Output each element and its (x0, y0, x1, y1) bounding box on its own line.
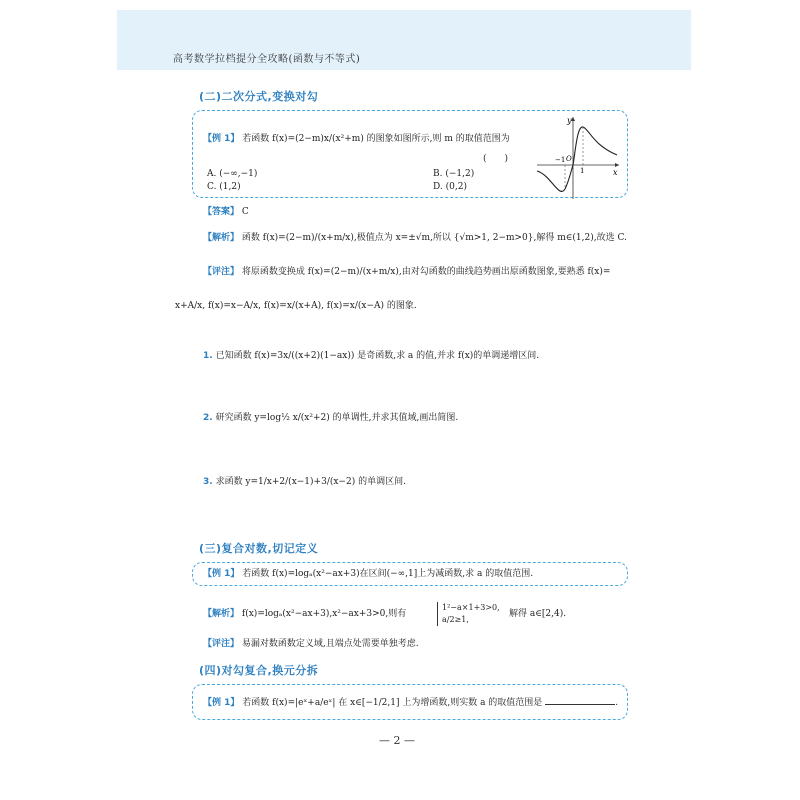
example-3-text: 若函数 f(x)=|eˣ+a/eˣ| 在 x∈[−1/2,1] 上为增函数,则实数 a 的取值范围是 (242, 698, 543, 708)
system-line-1: 1²−a×1+3>0, (442, 603, 500, 612)
option-d: D. (0,2) (433, 182, 467, 192)
graph-tick-1: 1 (580, 167, 585, 175)
page-number: — 2 — (379, 734, 415, 747)
comment-line-2: x+A/x, f(x)=x−A/x, f(x)=x/(x+A), f(x)=x/(x−A) 的图象. (175, 301, 417, 311)
section-title-3: (三)复合对数,切记定义 (199, 542, 319, 555)
question-2-number: 2. (203, 413, 213, 423)
option-b: B. (−1,2) (433, 169, 475, 179)
comment-line-1 (203, 266, 610, 278)
question-1-text: 已知函数 f(x)=3x/((x+2)(1−ax)) 是奇函数,求 a 的值,并求 f(x)的单调递增区间. (215, 351, 540, 361)
analysis-2-result: 解得 a∈[2,4). (509, 609, 567, 619)
question-1-number: 1. (203, 351, 213, 361)
question-1 (203, 350, 539, 362)
example-1-text: 若函数 f(x)=(2−m)x/(x²+m) 的图象如图所示,则 m 的取值范围为 (242, 134, 510, 144)
analysis-2-tag: 【解析】 (203, 609, 240, 619)
example-2-text: 若函数 f(x)=logₐ(x²−ax+3)在区间(−∞,1]上为减函数,求 a 的取值范围. (242, 569, 534, 579)
graph-x-label: x (613, 168, 618, 177)
graph-origin-label: O (566, 155, 572, 163)
answer-blank[interactable] (545, 696, 615, 705)
analysis-line (203, 232, 627, 244)
analysis-tag: 【解析】 (203, 233, 240, 243)
comment-tag: 【评注】 (203, 267, 240, 277)
answer-tag: 【答案】 (203, 207, 240, 217)
comment-2-text: 易漏对数函数定义域,且端点处需要单独考虑. (241, 639, 419, 649)
section-title-4: (四)对勾复合,换元分拆 (199, 664, 319, 677)
example-3-tag: 【例 1】 (203, 698, 240, 708)
analysis-text: 函数 f(x)=(2−m)/(x+m/x),极值点为 x=±√m,所以 {√m>1, 2−m>0},解得 m∈(1,2),故选 C. (241, 233, 627, 243)
analysis-2-system (437, 602, 500, 626)
comment-2-tag: 【评注】 (203, 639, 240, 649)
question-3 (203, 476, 406, 488)
question-3-text: 求函数 y=1/x+2/(x−1)+3/(x−2) 的单调区间. (215, 477, 406, 487)
answer-value: C (241, 207, 249, 217)
example-box-3 (192, 684, 628, 720)
question-2 (203, 412, 458, 424)
option-c: C. (1,2) (207, 182, 241, 192)
example-1-stem (203, 133, 510, 145)
example-tag: 【例 1】 (203, 134, 240, 144)
example-2-line (203, 568, 533, 580)
graph-tick-neg1: −1 (555, 156, 566, 164)
analysis-2-text: f(x)=logₐ(x²−ax+3),x²−ax+3>0,则有 (241, 609, 407, 619)
comment-text-1: 将原函数变换成 f(x)=(2−m)/(x+m/x),由对勾函数的曲线趋势画出原函数图象,要熟悉 f(x)= (241, 267, 611, 277)
function-graph (533, 115, 621, 201)
question-3-number: 3. (203, 477, 213, 487)
comment-2-line (203, 638, 419, 650)
example-box-1 (192, 110, 628, 198)
option-a: A. (−∞,−1) (207, 169, 258, 179)
example-box-2 (192, 562, 628, 586)
example-3-line (203, 696, 618, 709)
graph-y-label: y (567, 116, 572, 125)
section-title-2: (二)二次分式,变换对勾 (199, 90, 319, 103)
page (117, 10, 691, 770)
example-3-end: . (615, 698, 619, 708)
answer-line (203, 206, 249, 218)
analysis-2-line (203, 608, 406, 620)
system-line-2: a/2≥1, (442, 615, 469, 624)
example-1-paren: ( ) (483, 154, 509, 164)
question-2-text: 研究函数 y=log½ x/(x²+2) 的单调性,并求其值域,画出简图. (215, 413, 459, 423)
example-2-tag: 【例 1】 (203, 569, 240, 579)
running-header: 高考数学拉档提分全攻略(函数与不等式) (173, 54, 361, 65)
